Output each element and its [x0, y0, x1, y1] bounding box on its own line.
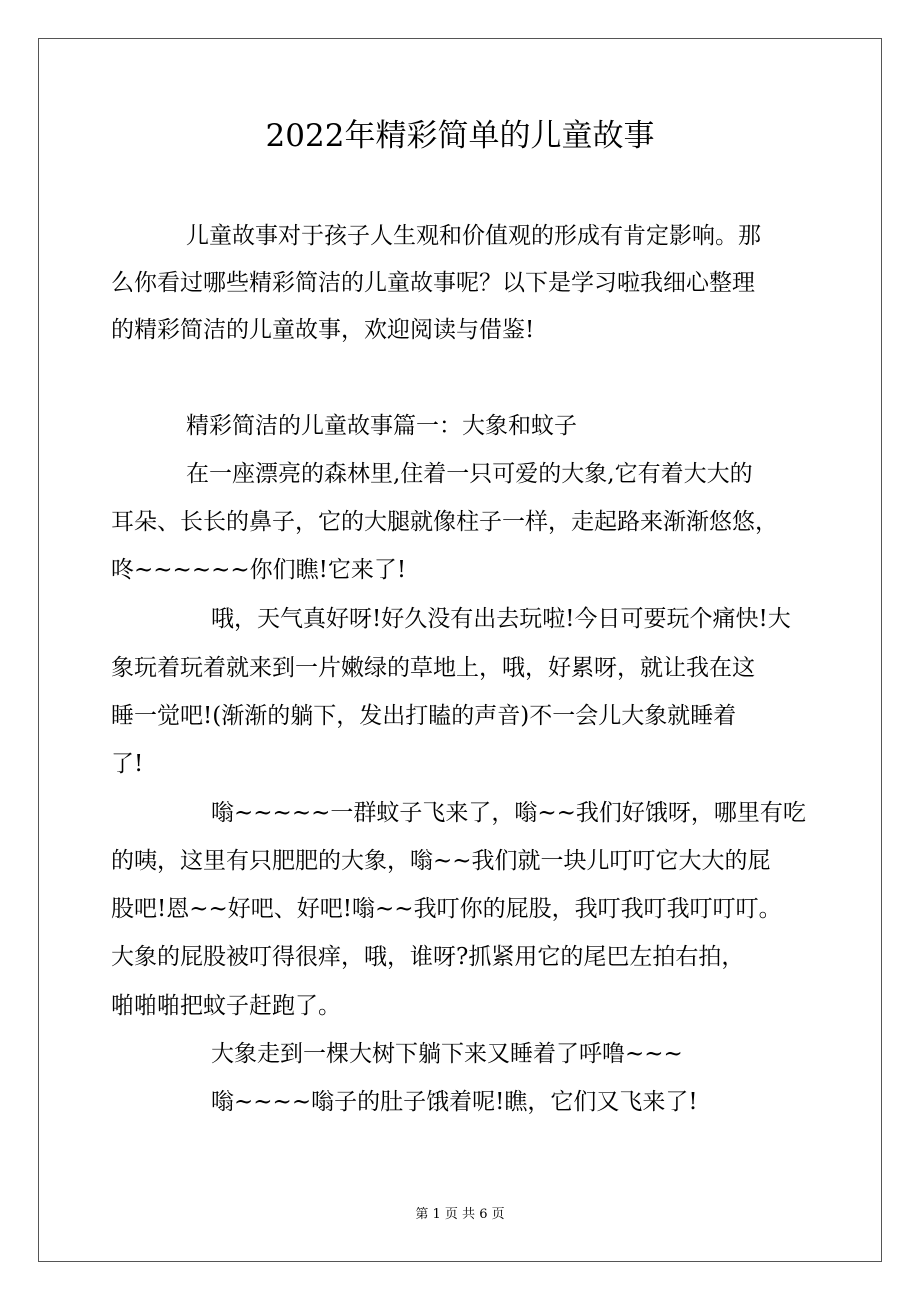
paragraph-line: 儿童故事对于孩子人生观和价值观的形成有肯定影响。那: [186, 223, 761, 249]
section-heading: 精彩简洁的儿童故事篇一：大象和蚊子: [186, 413, 577, 439]
paragraph-line: 嗡~~~~~一群蚊子飞来了，嗡~~我们好饿呀，哪里有吃: [211, 800, 806, 826]
paragraph-line: 睡一觉吧!(渐渐的躺下，发出打瞌的声音)不一会儿大象就睡着: [111, 703, 737, 729]
paragraph-line: 了!: [111, 751, 144, 777]
paragraph-line: 的咦，这里有只肥肥的大象，嗡~~我们就一块儿叮叮它大大的屁: [111, 848, 771, 874]
page-number-footer: 第 1 页 共 6 页: [415, 1207, 505, 1222]
paragraph-line: 嗡~~~~嗡子的肚子饿着呢!瞧，它们又飞来了!: [211, 1089, 698, 1115]
paragraph-line: 啪啪啪把蚊子赶跑了。: [111, 993, 341, 1019]
paragraph-line: 象玩着玩着就来到一片嫩绿的草地上，哦，好累呀，就让我在这: [111, 655, 755, 681]
paragraph-line: 哦，天气真好呀!好久没有出去玩啦!今日可要玩个痛快!大: [211, 606, 791, 632]
document-title: 2022年精彩简单的儿童故事: [265, 118, 655, 154]
paragraph-line: 么你看过哪些精彩简洁的儿童故事呢？以下是学习啦我细心整理: [111, 270, 755, 296]
paragraph-line: 大象的屁股被叮得很痒，哦，谁呀?抓紧用它的尾巴左拍右拍，: [111, 944, 745, 970]
paragraph-line: 在一座漂亮的森林里,住着一只可爱的大象,它有着大大的: [186, 461, 753, 487]
paragraph-line: 股吧!恩~~好吧、好吧!嗡~~我叮你的屁股，我叮我叮我叮叮叮。: [111, 896, 782, 922]
paragraph-line: 的精彩简洁的儿童故事，欢迎阅读与借鉴!: [111, 317, 535, 343]
paragraph-line: 耳朵、长长的鼻子，它的大腿就像柱子一样，走起路来渐渐悠悠，: [111, 509, 778, 535]
paragraph-line: 大象走到一棵大树下躺下来又睡着了呼噜~~~: [211, 1041, 683, 1067]
paragraph-line: 咚~~~~~~你们瞧!它来了!: [111, 557, 407, 583]
